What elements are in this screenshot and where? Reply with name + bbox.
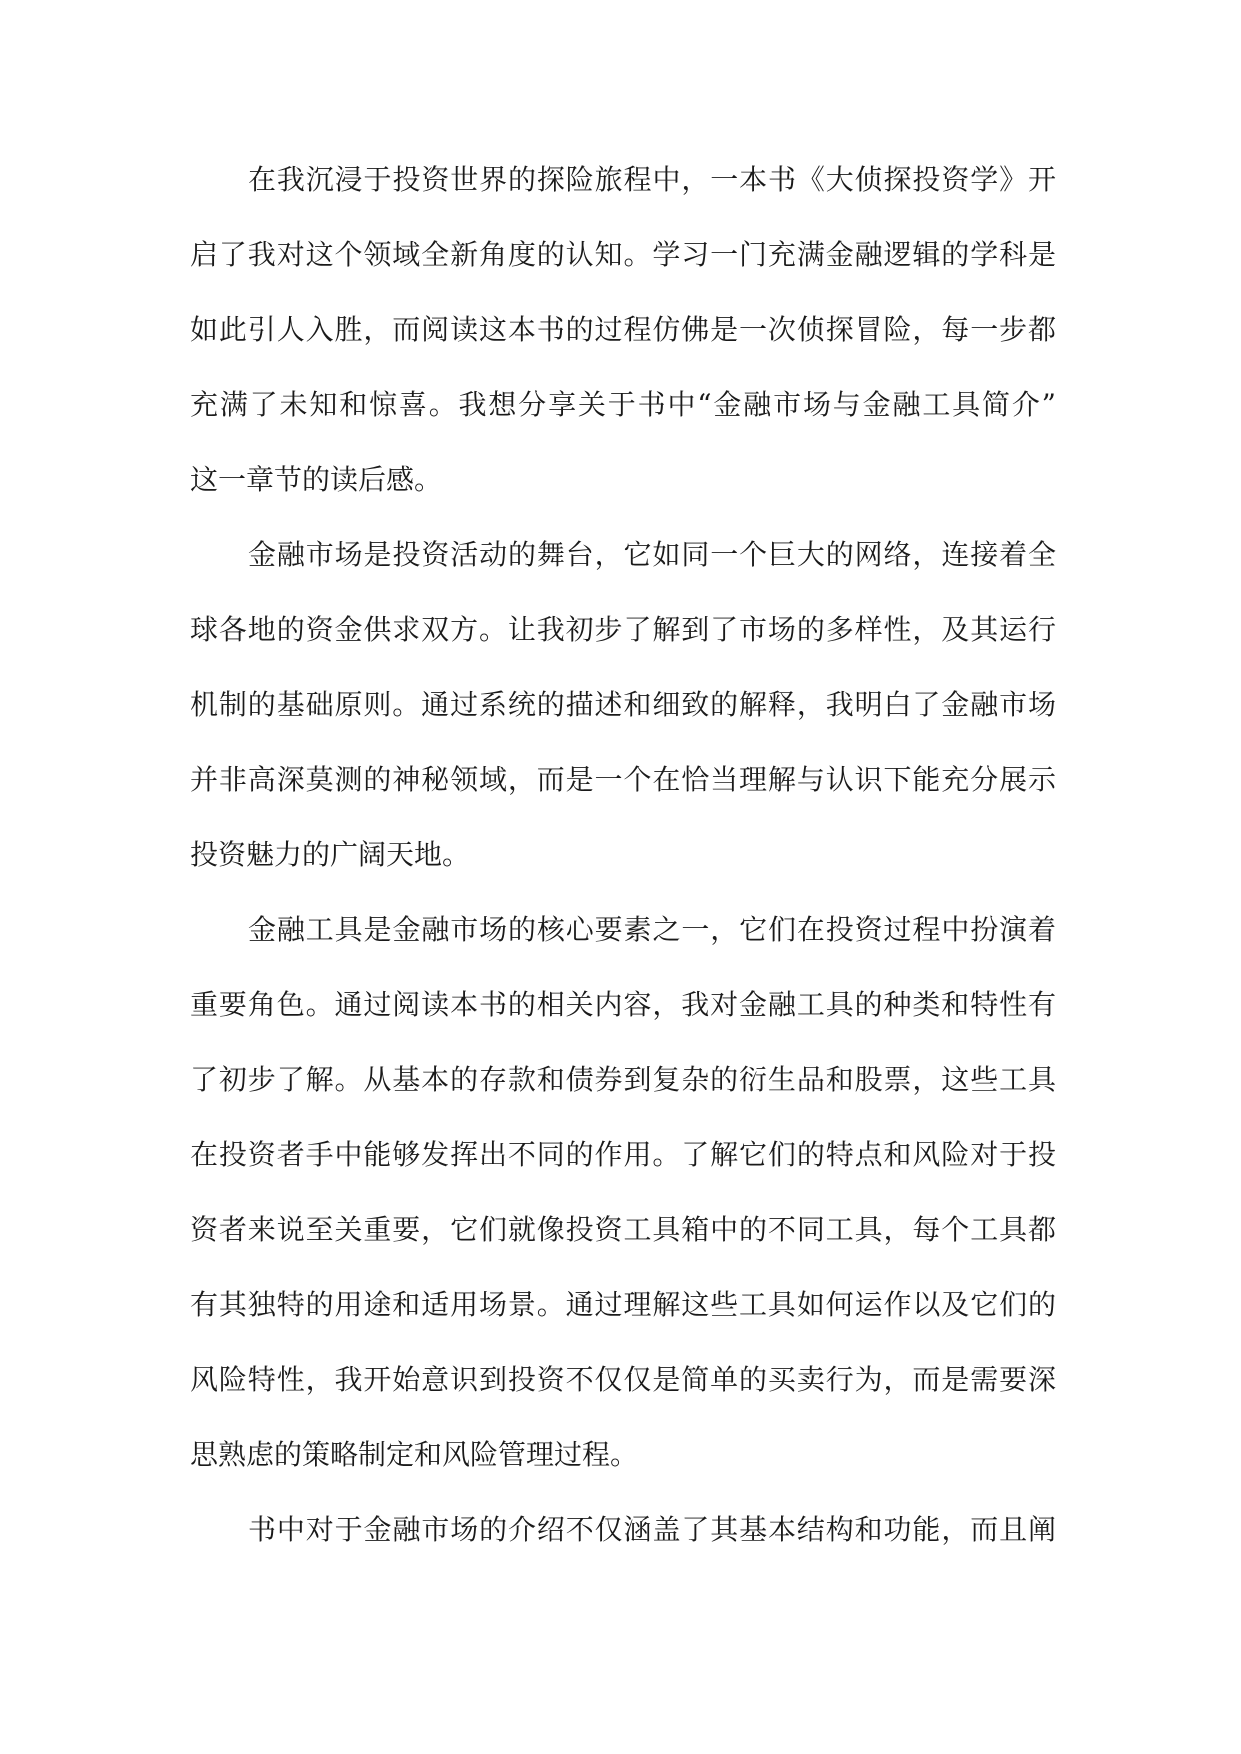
paragraph-line: 并非高深莫测的神秘领域，而是一个在恰当理解与认识下能充分展示: [190, 763, 1056, 796]
paragraph-4: [190, 1492, 1056, 1567]
paragraph-1: [190, 142, 1056, 517]
paragraph-line: 如此引人入胜，而阅读这本书的过程仿佛是一次侦探冒险，每一步都: [190, 313, 1056, 346]
paragraph-line: 机制的基础原则。通过系统的描述和细致的解释，我明白了金融市场: [190, 688, 1056, 721]
paragraph-line: 这一章节的读后感。: [190, 463, 443, 496]
paragraph-line: 金融市场是投资活动的舞台，它如同一个巨大的网络，连接着全: [248, 538, 1056, 571]
paragraph-line: 了初步了解。从基本的存款和债券到复杂的衍生品和股票，这些工具: [190, 1063, 1056, 1096]
paragraph-line: 有其独特的用途和适用场景。通过理解这些工具如何运作以及它们的: [190, 1288, 1056, 1321]
paragraph-line: 资者来说至关重要，它们就像投资工具箱中的不同工具，每个工具都: [190, 1213, 1056, 1246]
document-body: [190, 142, 1056, 1567]
paragraph-line: 球各地的资金供求双方。让我初步了解到了市场的多样性，及其运行: [190, 613, 1056, 646]
paragraph-line: 投资魅力的广阔天地。: [190, 838, 471, 871]
paragraph-line: 思熟虑的策略制定和风险管理过程。: [190, 1438, 639, 1471]
paragraph-2: [190, 517, 1056, 892]
paragraph-line: 启了我对这个领域全新角度的认知。学习一门充满金融逻辑的学科是: [190, 238, 1056, 271]
paragraph-line: 充满了未知和惊喜。我想分享关于书中“金融市场与金融工具简介”: [190, 388, 1056, 421]
paragraph-line: 在我沉浸于投资世界的探险旅程中，一本书《大侦探投资学》开: [248, 163, 1056, 196]
paragraph-line: 金融工具是金融市场的核心要素之一，它们在投资过程中扮演着: [248, 913, 1056, 946]
paragraph-3: [190, 892, 1056, 1492]
paragraph-line: 在投资者手中能够发挥出不同的作用。了解它们的特点和风险对于投: [190, 1138, 1056, 1171]
paragraph-line: 风险特性，我开始意识到投资不仅仅是简单的买卖行为，而是需要深: [190, 1363, 1056, 1396]
paragraph-line: 重要角色。通过阅读本书的相关内容，我对金融工具的种类和特性有: [190, 988, 1056, 1021]
paragraph-line: 书中对于金融市场的介绍不仅涵盖了其基本结构和功能，而且阐: [248, 1513, 1056, 1546]
